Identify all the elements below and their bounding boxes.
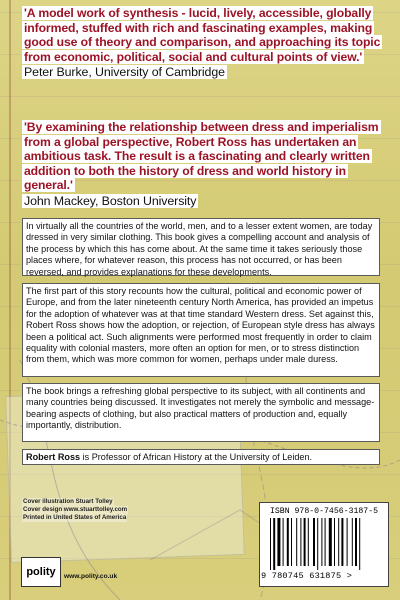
- description-paragraph-1: In virtually all the countries of the world, men, and to a lesser extent women, are today dressed in very similar clothing. This book gives a compelling account and analysis of the process by which this has come about. At the same time it takes seriously those places where, for whatever reason, this process has not occurred, or has been reversed, and provides explanations for these developments.: [22, 218, 380, 276]
- credit-line: Printed in United States of America: [23, 514, 127, 521]
- review-quote-1: [22, 6, 382, 80]
- quote-text: 'A model work of synthesis - lucid, lively, accessible, globally informed, stuffed with rich and fascinating examples, making good use of theory and comparison, and approaching its topic from economic, political, social and cultural points of view.': [24, 6, 381, 64]
- publisher-website: www.polity.co.uk: [64, 573, 118, 580]
- publisher-logo: polity: [21, 557, 61, 587]
- isbn-barcode-box: [259, 502, 389, 587]
- review-quote-2: [22, 120, 382, 208]
- quote-text: 'By examining the relationship between dress and imperialism from a global perspective, Robert Ross has undertaken an ambitious task. The result is a fascinating and clearly written addition to both the history of dress and world history in general.': [24, 120, 379, 192]
- credit-line: Cover illustration Stuart Tolley: [23, 498, 113, 505]
- barcode-image: [268, 518, 381, 570]
- cover-credits: [22, 498, 128, 522]
- quote-attribution: John Mackey, Boston University: [24, 193, 197, 208]
- isbn-label: ISBN 978-0-7456-3187-5: [269, 507, 379, 516]
- credit-line: Cover design www.stuarttolley.com: [23, 506, 128, 513]
- quote-attribution: Peter Burke, University of Cambridge: [24, 65, 225, 79]
- barcode-digits: 9 780745 631875 >: [261, 571, 353, 581]
- description-paragraph-2: The first part of this story recounts how the cultural, political and economic power of Europe, and from the later nineteenth century North America, has provided an impetus for the adoption of whatever was at that time standard Western dress. Set against this, Robert Ross shows how the adoption, or rejection, of European style dress has always been a political act. Such alignments were performed most frequently in order to claim equality with colonial masters, more often an option for men, or to stress distinction from them, which was more common for women, perhaps under male duress.: [22, 283, 380, 377]
- author-name: Robert Ross: [26, 452, 81, 462]
- description-paragraph-3: The book brings a refreshing global perspective to its subject, with all continents and many countries being discussed. It investigates not merely the symbolic and message-bearing aspects of clothing, but also practical matters of production and, equally importantly, distribution.: [22, 383, 380, 442]
- author-bio-text: is Professor of African History at the University of Leiden.: [80, 452, 313, 462]
- author-bio: [22, 449, 380, 465]
